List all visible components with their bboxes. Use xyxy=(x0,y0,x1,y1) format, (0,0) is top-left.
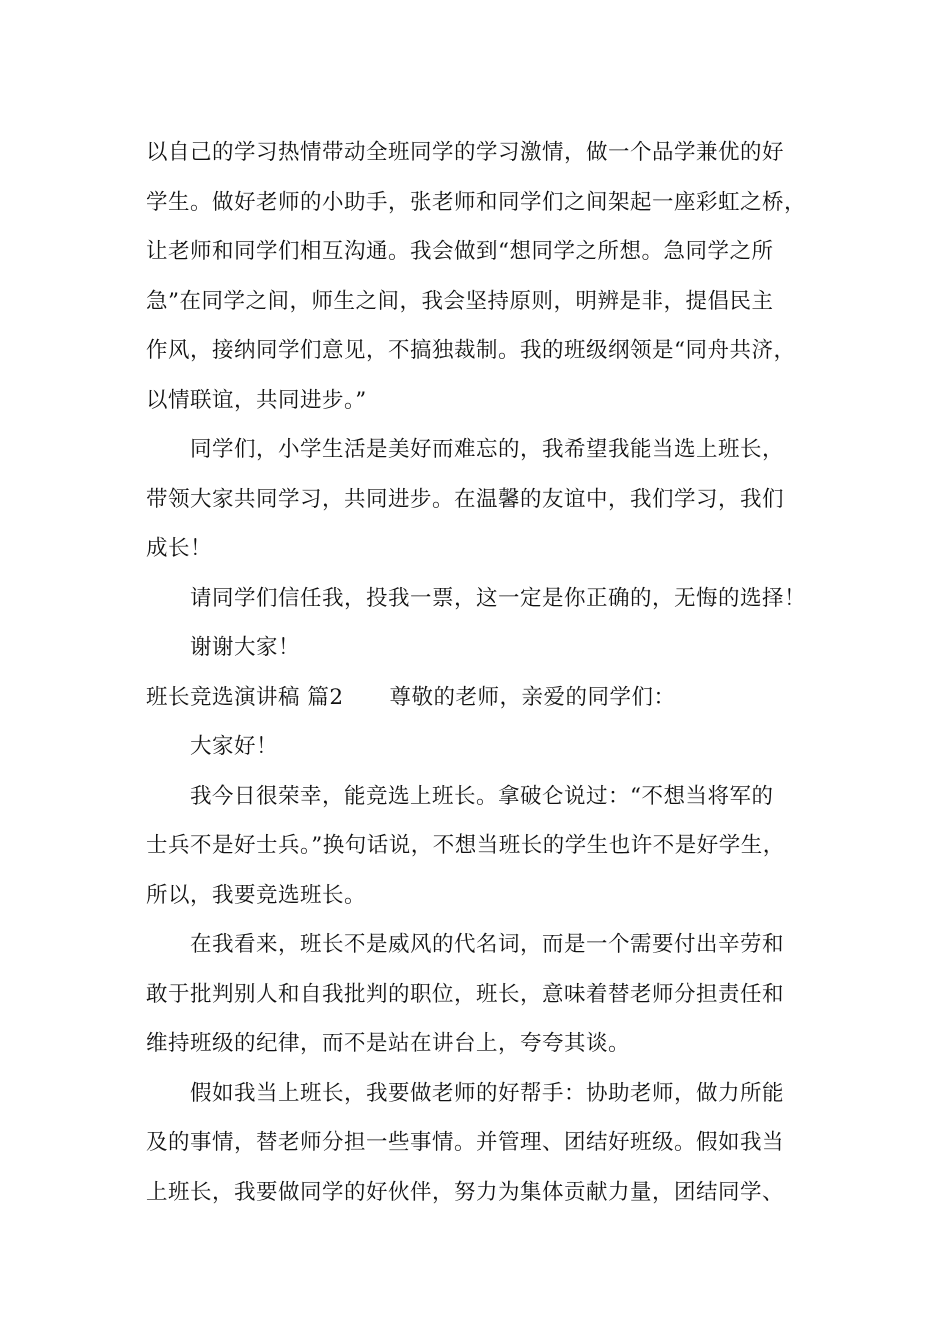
text-line: 士兵不是好士兵。”换句话说，不想当班长的学生也许不是好学生， xyxy=(146,833,785,858)
text-line: 带领大家共同学习，共同进步。在温馨的友谊中，我们学习，我们 xyxy=(146,486,785,512)
section-greeting: 尊敬的老师，亲爱的同学们： xyxy=(389,684,676,710)
text-line: 急”在同学之间，师生之间，我会坚持原则，明辨是非，提倡民主 xyxy=(146,288,774,314)
text-line: 让老师和同学们相互沟通。我会做到“想同学之所想。急同学之所 xyxy=(146,239,774,264)
section-heading xyxy=(146,673,816,723)
text-line: 敢于批判别人和自我批判的职位，班长，意味着替老师分担责任和 xyxy=(146,981,785,1007)
text-line-indented: 在我看来，班长不是威风的代名词，而是一个需要付出辛劳和 xyxy=(190,932,785,957)
section-title: 班长竞选演讲稿 篇2 xyxy=(146,684,344,710)
text-line: 作风，接纳同学们意见，不搞独裁制。我的班级纲领是“同舟共济， xyxy=(146,338,796,363)
text-line: 上班长，我要做同学的好伙伴，努力为集体贡献力量，团结同学、 xyxy=(146,1179,785,1205)
text-line-indented: 大家好！ xyxy=(190,734,279,759)
text-line: 维持班级的纪律，而不是站在讲台上，夸夸其谈。 xyxy=(146,1031,631,1056)
text-line: 以情联谊，共同进步。” xyxy=(146,387,367,413)
text-line-indented: 我今日很荣幸，能竞选上班长。拿破仑说过：“不想当将军的 xyxy=(190,783,774,809)
text-line: 及的事情，替老师分担一些事情。并管理、团结好班级。假如我当 xyxy=(146,1130,785,1155)
text-line: 成长！ xyxy=(146,536,213,561)
document-body xyxy=(146,128,816,1217)
text-line-indented: 请同学们信任我，投我一票，这一定是你正确的，无悔的选择！ xyxy=(190,585,807,611)
text-line-indented: 谢谢大家！ xyxy=(190,635,301,660)
text-line-indented: 假如我当上班长，我要做老师的好帮手：协助老师，做力所能 xyxy=(190,1080,785,1106)
text-line-indented: 同学们，小学生活是美好而难忘的，我希望我能当选上班长， xyxy=(190,437,785,462)
text-line: 所以，我要竞选班长。 xyxy=(146,882,367,908)
text-line: 学生。做好老师的小助手，张老师和同学们之间架起一座彩虹之桥， xyxy=(146,189,807,215)
text-line: 以自己的学习热情带动全班同学的学习激情，做一个品学兼优的好 xyxy=(146,140,785,165)
